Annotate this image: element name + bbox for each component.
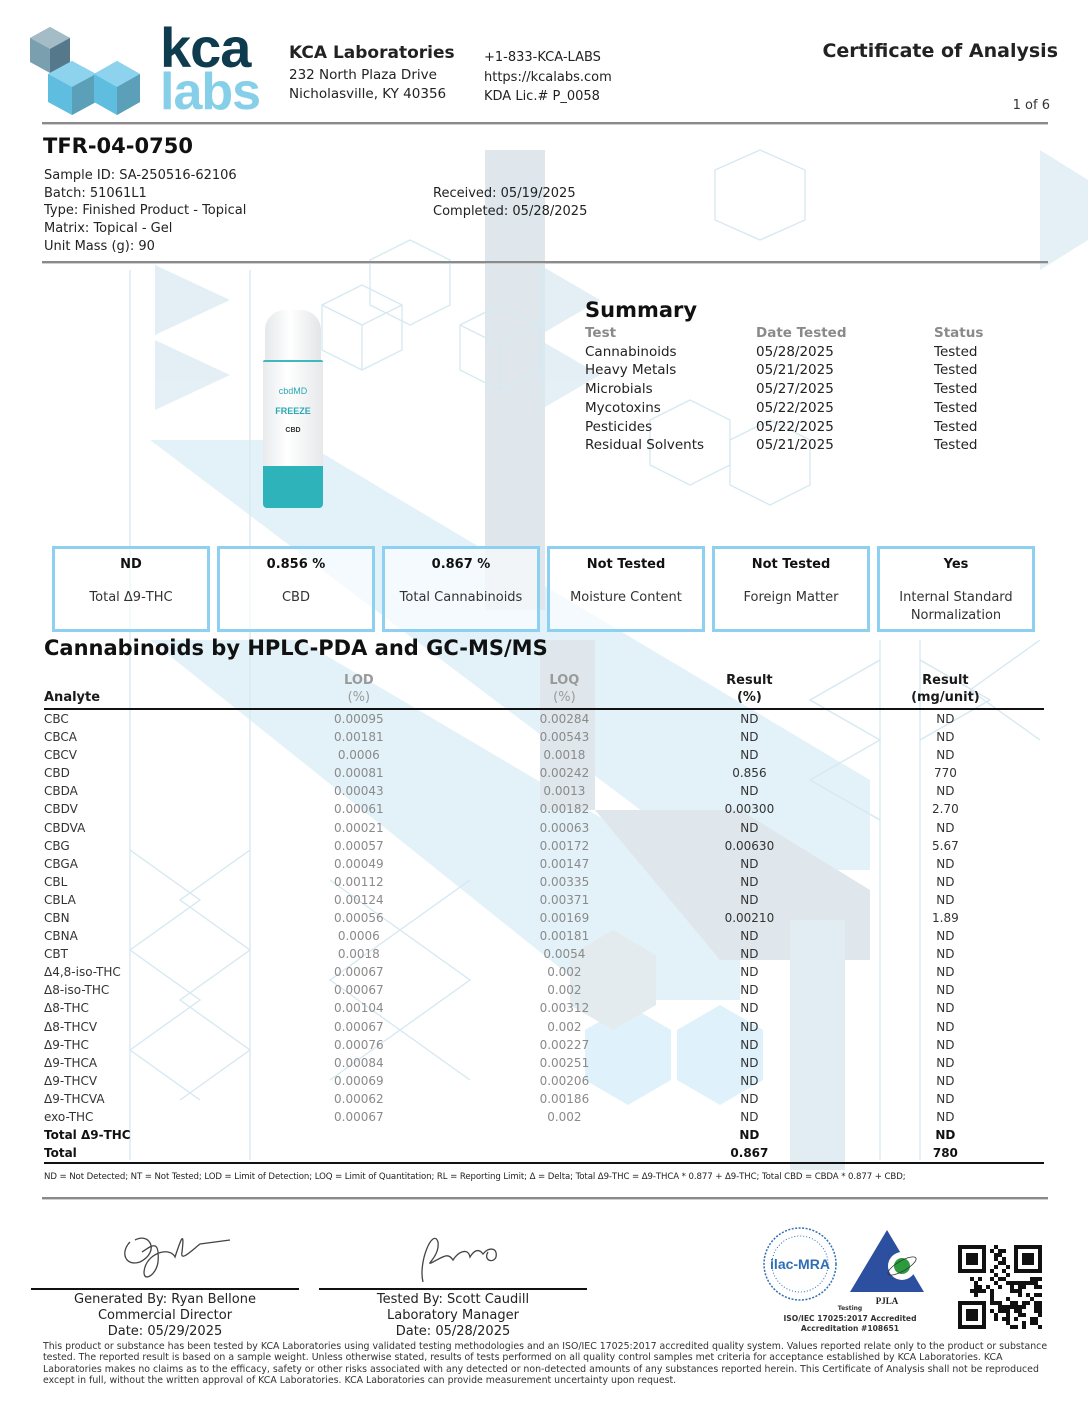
summary-header-row	[585, 324, 1005, 343]
table-row	[44, 927, 1044, 945]
result-mg-value: ND	[936, 1019, 955, 1034]
result-pct-value: ND	[740, 965, 759, 980]
result-pct-value: ND	[740, 820, 759, 835]
analyte-name: CBGA	[44, 856, 78, 871]
summary-date: 05/27/2025	[756, 381, 834, 398]
loq-value: 0.002	[547, 1110, 582, 1125]
loq-value: 0.00172	[539, 838, 590, 853]
total-row	[44, 1126, 1044, 1144]
total-pct: ND	[739, 1128, 760, 1143]
loq-value: 0.00206	[539, 1073, 590, 1088]
result-pct-value: ND	[740, 730, 759, 745]
summary-status: Tested	[934, 343, 978, 360]
loq-value: 0.0054	[543, 947, 586, 962]
result-pct-value: ND	[740, 983, 759, 998]
summary-row	[585, 380, 1005, 399]
table-row	[44, 746, 1044, 764]
highlight-label: Internal Standard Normalization	[899, 590, 1013, 623]
table-header-row	[44, 672, 1044, 709]
result-pct-value: ND	[740, 874, 759, 889]
result-pct-value: 0.00630	[724, 838, 775, 853]
empty-cell	[477, 1126, 652, 1144]
loq-value: 0.00371	[539, 892, 590, 907]
result-pct-value: ND	[740, 856, 759, 871]
analyte-name: Δ9-THCVA	[44, 1091, 105, 1106]
analyte-name: CBL	[44, 874, 68, 889]
loq-value: 0.00147	[539, 856, 590, 871]
pjla-icon	[850, 1230, 924, 1306]
lod-value: 0.0018	[337, 947, 380, 962]
loq-value: 0.002	[547, 983, 582, 998]
analyte-name: Δ9-THCV	[44, 1073, 98, 1088]
table-row	[44, 963, 1044, 981]
sample-divider	[42, 261, 1048, 264]
result-mg-value: ND	[936, 947, 955, 962]
summary-row	[585, 418, 1005, 437]
loq-value: 0.00335	[539, 874, 590, 889]
result-pct-value: ND	[740, 1019, 759, 1034]
loq-value: 0.002	[547, 1019, 582, 1034]
lod-value: 0.00067	[334, 965, 384, 980]
lod-value: 0.00112	[334, 874, 384, 889]
result-mg-value: ND	[936, 892, 955, 907]
table-row	[44, 891, 1044, 909]
svg-text:ilac-MRA: ilac-MRA	[770, 1256, 830, 1272]
result-mg-value: 2.70	[932, 802, 959, 817]
cannabinoids-title: Cannabinoids by HPLC-PDA and GC-MS/MS	[44, 636, 548, 660]
analyte-name: Δ8-THCV	[44, 1019, 98, 1034]
highlight-value: Yes	[943, 557, 969, 572]
highlight-label: Moisture Content	[570, 590, 682, 605]
highlight-value: 0.856 %	[266, 557, 326, 572]
analyte-name: CBG	[44, 838, 70, 853]
analyte-name: CBC	[44, 712, 69, 726]
analyte-name: CBLA	[44, 892, 76, 907]
loq-value: 0.00169	[539, 910, 590, 925]
cannabinoids-table	[44, 672, 1044, 1164]
table-legend: ND = Not Detected; NT = Not Tested; LOD = Limit of Detection; LOQ = Limit of Quantitation; RL = Reporting Limit; Δ = Delta; Total Δ9-THC = Δ9-THCA * 0.877 + Δ9-THC; Total CBD = CBDA * 0.877 + CBD;	[44, 1172, 906, 1182]
signature-generated-by	[31, 1222, 299, 1340]
highlight-box	[382, 546, 540, 632]
highlight-value: 0.867 %	[431, 557, 491, 572]
result-mg-value: ND	[936, 748, 955, 763]
loq-value: 0.00251	[539, 1055, 590, 1070]
result-mg-value: ND	[936, 965, 955, 980]
lod-value: 0.00076	[334, 1037, 384, 1052]
accreditation-badges	[762, 1226, 922, 1336]
summary-row	[585, 343, 1005, 362]
total-mg: ND	[935, 1128, 956, 1143]
bottle-band	[263, 466, 323, 508]
document-title: Certificate of Analysis	[822, 40, 1058, 62]
summary-test: Pesticides	[585, 418, 653, 435]
total-row	[44, 1144, 1044, 1163]
accreditation-line-1: ISO/IEC 17025:2017 Accredited	[783, 1314, 917, 1323]
analyte-name: CBNA	[44, 929, 78, 944]
signature-line	[31, 1288, 299, 1290]
summary-test: Heavy Metals	[585, 362, 677, 379]
table-row	[44, 1054, 1044, 1072]
result-pct-value: ND	[740, 947, 759, 962]
summary-header-date: Date Tested	[756, 325, 847, 341]
result-pct-value: 0.00210	[724, 910, 775, 925]
lod-value: 0.00104	[334, 1001, 384, 1016]
empty-cell	[241, 1126, 477, 1144]
accreditation-line-2: Accreditation #108651	[800, 1324, 900, 1333]
sample-id: Sample ID: SA-250516-62106	[44, 168, 237, 183]
loq-value: 0.00063	[539, 820, 590, 835]
lod-value: 0.00049	[334, 856, 384, 871]
website-link[interactable]: https://kcalabs.com	[484, 69, 612, 85]
table-row	[44, 782, 1044, 800]
summary-date: 05/22/2025	[756, 399, 834, 416]
result-pct-value: ND	[740, 1091, 759, 1106]
summary-test: Microbials	[585, 381, 653, 398]
ilac-mra-icon	[764, 1228, 836, 1300]
empty-cell	[477, 1144, 652, 1163]
table-row	[44, 873, 1044, 891]
table-row	[44, 764, 1044, 782]
table-row	[44, 1108, 1044, 1126]
completed-date: Completed: 05/28/2025	[433, 203, 588, 219]
summary-test: Mycotoxins	[585, 399, 661, 416]
signer-title: Commercial Director	[97, 1308, 233, 1323]
result-mg-value: ND	[936, 730, 955, 745]
highlight-box	[712, 546, 870, 632]
received-date: Received: 05/19/2025	[433, 186, 576, 201]
lod-value: 0.00021	[334, 820, 384, 835]
summary-header-test: Test	[585, 325, 617, 341]
highlight-label: Total Δ9-THC	[89, 590, 173, 605]
summary-status: Tested	[934, 381, 978, 398]
analyte-name: Δ8-iso-THC	[44, 983, 110, 998]
highlight-label: CBD	[281, 590, 310, 605]
total-mg: 780	[847, 1144, 1044, 1163]
analyte-name: Δ9-THCA	[44, 1055, 98, 1070]
result-mg-value: ND	[936, 1001, 955, 1016]
sample-type: Type: Finished Product - Topical	[44, 203, 247, 219]
highlight-label: Foreign Matter	[743, 590, 839, 605]
table-row	[44, 709, 1044, 728]
loq-value: 0.0018	[543, 748, 586, 763]
result-mg-value: ND	[936, 874, 955, 889]
lab-name: KCA Laboratories	[289, 43, 455, 63]
table-row	[44, 999, 1044, 1017]
result-pct-value: ND	[740, 892, 759, 907]
lod-value: 0.0006	[337, 929, 380, 944]
bottle-body	[263, 360, 323, 508]
result-pct-value: ND	[740, 712, 759, 726]
summary-status: Tested	[934, 437, 978, 454]
lab-contact	[484, 48, 612, 107]
lod-value: 0.00067	[334, 1110, 384, 1125]
analyte-name: CBDV	[44, 802, 78, 817]
summary-row	[585, 361, 1005, 380]
lod-value: 0.00067	[334, 1019, 384, 1034]
kca-labs-logo	[28, 16, 268, 121]
accreditation-text	[770, 1305, 930, 1334]
summary-test: Cannabinoids	[585, 343, 677, 360]
accreditation-subtitle: Testing	[837, 1305, 863, 1312]
result-pct-value: 0.856	[732, 766, 767, 781]
table-row	[44, 1072, 1044, 1090]
disclaimer: This product or substance has been tested by KCA Laboratories using validated testing methodologies and an ISO/IEC 17025:2017 accredited quality system. Values reported relate only to the product or substance tested. The reported result is based on a sample weight. Unless otherwise stated, results of tests performed on all quality control samples met criteria for acceptance established by KCA Laboratories. KCA Laboratories makes no claims as to the efficacy, safety or other risks associated with any detected or non-detected amounts of any substances reported herein. This Certificate of Analysis shall not be reproduced except in full, without the written approval of KCA Laboratories. KCA Laboratories can provide measurement uncertainty upon request.	[43, 1341, 1048, 1386]
table-row	[44, 800, 1044, 818]
summary-status: Tested	[934, 399, 978, 416]
signer-name: Generated By: Ryan Bellone	[74, 1292, 256, 1307]
signer-name: Tested By: Scott Caudill	[376, 1292, 530, 1307]
batch: Batch: 51061L1	[44, 185, 147, 201]
signature-icon	[378, 1222, 528, 1284]
summary-date: 05/21/2025	[756, 437, 834, 454]
analyte-name: CBT	[44, 947, 68, 962]
result-mg-value: ND	[936, 1037, 955, 1052]
product-brand: cbdMD	[278, 386, 308, 396]
result-mg-value: ND	[936, 1073, 955, 1088]
sample-details	[44, 167, 246, 256]
table-row	[44, 818, 1044, 836]
empty-cell	[241, 1144, 477, 1163]
analyte-name: CBDVA	[44, 820, 86, 835]
phone: +1-833-KCA-LABS	[484, 50, 601, 65]
result-pct-value: ND	[740, 1110, 759, 1125]
result-mg-value: ND	[936, 820, 955, 835]
result-mg-value: 770	[933, 766, 957, 781]
analyte-name: CBCV	[44, 748, 77, 763]
analyte-name: Δ9-THC	[44, 1037, 89, 1052]
result-mg-value: ND	[936, 712, 955, 726]
summary-section	[585, 298, 1005, 455]
highlight-box	[217, 546, 375, 632]
matrix: Matrix: Topical - Gel	[44, 221, 173, 237]
summary-status: Tested	[934, 362, 978, 379]
result-pct-value: ND	[740, 929, 759, 944]
license: KDA Lic.# P_0058	[484, 89, 600, 104]
lab-address	[289, 44, 455, 105]
result-mg-value: ND	[936, 929, 955, 944]
table-row	[44, 1090, 1044, 1108]
header-divider	[42, 122, 1048, 125]
total-label: Total Δ9-THC	[44, 1128, 131, 1143]
result-pct-value: ND	[740, 1055, 759, 1070]
ilac-pjla-logos	[762, 1226, 932, 1310]
bottle-cap	[265, 310, 321, 362]
highlight-boxes	[52, 546, 1035, 632]
table-row	[44, 837, 1044, 855]
summary-row	[585, 436, 1005, 455]
footer-divider	[42, 1197, 1048, 1200]
result-mg-value: ND	[936, 784, 955, 799]
highlight-box	[877, 546, 1035, 632]
analyte-name: exo-THC	[44, 1110, 94, 1125]
signature-line	[319, 1288, 587, 1290]
unit-mass: Unit Mass (g): 90	[44, 238, 155, 254]
cubes-icon	[28, 24, 158, 119]
analyte-name: CBD	[44, 766, 70, 781]
result-mg-value: 1.89	[932, 910, 959, 925]
lod-value: 0.00057	[334, 838, 384, 853]
result-mg-value: 5.67	[932, 838, 959, 853]
lod-value: 0.00067	[334, 983, 384, 998]
loq-value: 0.00242	[539, 766, 590, 781]
lod-value: 0.00062	[334, 1091, 384, 1106]
result-pct-value: ND	[740, 1073, 759, 1088]
logo-text-labs: labs	[160, 63, 261, 121]
summary-date: 05/22/2025	[756, 418, 834, 435]
highlight-value: Not Tested	[751, 557, 831, 572]
result-mg-value: ND	[936, 1091, 955, 1106]
address-line-2: Nicholasville, KY 40356	[289, 86, 447, 102]
summary-date: 05/28/2025	[756, 343, 834, 360]
table-row	[44, 945, 1044, 963]
lod-value: 0.00181	[334, 730, 384, 745]
loq-value: 0.00182	[539, 802, 590, 817]
summary-header-status: Status	[934, 325, 984, 341]
highlight-value: ND	[120, 557, 142, 572]
loq-value: 0.00284	[539, 712, 590, 726]
lod-value: 0.00124	[334, 892, 384, 907]
summary-status: Tested	[934, 418, 978, 435]
table-row	[44, 1036, 1044, 1054]
product-name: FREEZE	[275, 406, 311, 416]
highlight-value: Not Tested	[586, 557, 666, 572]
page-number: 1 of 6	[1012, 98, 1050, 113]
header-result-mg: Result (mg/unit)	[847, 672, 1044, 709]
loq-value: 0.00186	[539, 1091, 590, 1106]
qr-code-icon[interactable]	[958, 1245, 1042, 1329]
logo-text-kca: kca	[160, 16, 251, 79]
result-pct-value: 0.00300	[724, 802, 775, 817]
highlight-box	[52, 546, 210, 632]
table-row	[44, 1018, 1044, 1036]
result-pct-value: ND	[740, 748, 759, 763]
result-pct-value: ND	[740, 1001, 759, 1016]
loq-value: 0.002	[547, 965, 582, 980]
product-image	[263, 310, 323, 510]
signer-date: Date: 05/28/2025	[395, 1324, 511, 1339]
loq-value: 0.00227	[539, 1037, 590, 1052]
summary-row	[585, 399, 1005, 418]
lod-value: 0.00061	[334, 802, 384, 817]
product-label: CBD	[285, 427, 301, 434]
loq-value: 0.00312	[539, 1001, 590, 1016]
loq-value: 0.00543	[539, 730, 590, 745]
header-lod: LOD (%)	[241, 672, 477, 709]
svg-text:PJLA: PJLA	[875, 1296, 899, 1306]
loq-value: 0.0013	[543, 784, 586, 799]
signer-title: Laboratory Manager	[387, 1308, 519, 1323]
lod-value: 0.00084	[334, 1055, 384, 1070]
result-mg-value: ND	[936, 1055, 955, 1070]
sample-dates	[433, 185, 587, 220]
highlight-box	[547, 546, 705, 632]
loq-value: 0.00181	[539, 929, 590, 944]
header-analyte: Analyte	[44, 672, 241, 709]
header-loq: LOQ (%)	[477, 672, 652, 709]
lod-value: 0.00056	[334, 910, 384, 925]
analyte-name: CBCA	[44, 730, 77, 745]
table-row	[44, 981, 1044, 999]
result-mg-value: ND	[936, 856, 955, 871]
result-pct-value: ND	[740, 784, 759, 799]
lod-value: 0.00069	[334, 1073, 384, 1088]
signature-icon	[90, 1222, 240, 1284]
table-row	[44, 855, 1044, 873]
lod-value: 0.0006	[337, 748, 380, 763]
table-row	[44, 909, 1044, 927]
summary-test: Residual Solvents	[585, 437, 705, 454]
lod-value: 0.00095	[334, 712, 384, 726]
address-line-1: 232 North Plaza Drive	[289, 66, 437, 83]
sample-code: TFR-04-0750	[43, 134, 193, 158]
analyte-name: Δ4,8-iso-THC	[44, 965, 121, 980]
header-result-pct: Result (%)	[652, 672, 847, 709]
lod-value: 0.00043	[334, 784, 384, 799]
total-label: Total	[44, 1144, 241, 1163]
highlight-label: Total Cannabinoids	[399, 590, 523, 605]
summary-title: Summary	[585, 298, 698, 322]
lod-value: 0.00081	[334, 766, 384, 781]
result-pct-value: ND	[740, 1037, 759, 1052]
result-mg-value: ND	[936, 1110, 955, 1125]
result-mg-value: ND	[936, 983, 955, 998]
analyte-name: Δ8-THC	[44, 1001, 89, 1016]
analyte-name: CBDA	[44, 784, 78, 799]
signer-date: Date: 05/29/2025	[107, 1324, 223, 1339]
summary-date: 05/21/2025	[756, 362, 834, 379]
signature-tested-by	[319, 1222, 587, 1340]
total-pct: 0.867	[652, 1144, 847, 1163]
table-row	[44, 728, 1044, 746]
analyte-name: CBN	[44, 910, 70, 925]
